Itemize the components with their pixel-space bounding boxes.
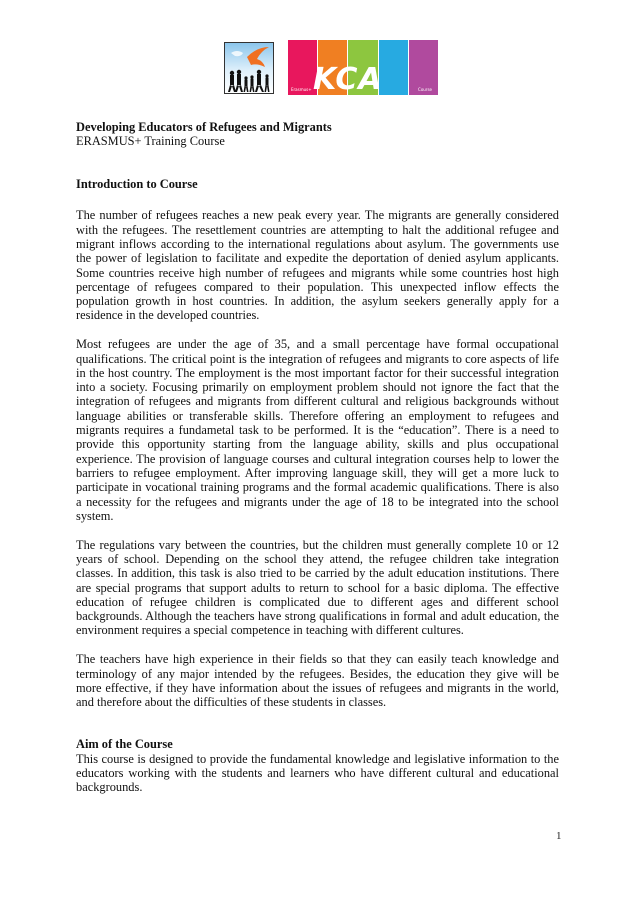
intro-paragraph-3: The regulations vary between the countries, but the children must generally complete 10 or 12 years of school. Depending on the school they attend, the refugee children take integration classes. In addition, this task is also tried to be carried by the adult education institutions. There are special programs that support adults to return to school for a basic diploma. The effective education of refugee children is complicated due to different ages and different school backgrounds. Although the teachers have strong qualifications in formal and adult education, the environment requires a special competence in teaching with different cultures. <box>76 537 559 638</box>
aim-paragraph-1: This course is designed to provide the fundamental knowledge and legislative information to the educators working with the students and learners who have different cultural and educational backgrounds. <box>76 751 559 795</box>
header-logos <box>224 40 438 96</box>
intro-paragraph-2: Most refugees are under the age of 35, and a small percentage have formal occupational qualifications. The critical point is the integration of refugees and migrants to core aspects of life in the host country. The employment is the most important factor for their successful integration into a society. Focusing primarily on employment problem should not ignore the fact that the integration of refugees and migrants from different cultural and religious backgrounds without language abilities or transferable skills. Therefore offering an employment to refugees and migrants requires a fundametal task to be performed. It is the “education”. There is a need to provide this opportunity starting from the language ability, skills and plus occupational experience. The provision of language courses and cultural integration courses help to lower the barriers to refugee employment. After improving language skill, they will get a more luck to participate in vocational training programs and the formal academic qualifications. There is also a necessity for the refugees and migrants under the age of 18 to be integrated into the school system. <box>76 337 559 523</box>
page-number: 1 <box>556 830 562 842</box>
document-body <box>76 120 559 795</box>
refugees-bird-logo <box>224 42 274 94</box>
document-subtitle: ERASMUS+ Training Course <box>76 134 225 149</box>
kca-logo-course-label: Course <box>418 87 432 92</box>
document-title: Developing Educators of Refugees and Migrants <box>76 120 332 134</box>
kca-logo-text: KCA <box>313 62 383 97</box>
bird-and-people-icon <box>225 43 273 93</box>
intro-paragraph-1: The number of refugees reaches a new peak every year. The migrants are generally considered with the refugees. The resettlement countries are attempting to halt the additional refugee and migrant inflows according to the international regulations about asylum. The governments use the power of legislation to facilitate and expedite the deportation of denied asylum applicants. Some countries receive high number of refugees and migrants while some countries host high percentage of refugees compared to their population. This unexpected inflow effects the population growth in host countries. In addition, the asylum seekers generally apply for a residence in the developed countries. <box>76 208 559 323</box>
section-heading-introduction: Introduction to Course <box>76 176 198 191</box>
kca-stripe-blue <box>379 40 408 95</box>
section-heading-aim: Aim of the Course <box>76 737 173 752</box>
kca-logo-erasmus-label: Erasmus+ <box>291 87 312 92</box>
kca-logo <box>288 40 438 95</box>
intro-paragraph-4: The teachers have high experience in their fields so that they can easily teach knowledge and terminology of any major intended by the refugees. Besides, the education they give will be more effective, if they have information about the issues of refugees and migrants in the world, and therefore about the difficulties of these students in classes. <box>76 652 559 710</box>
